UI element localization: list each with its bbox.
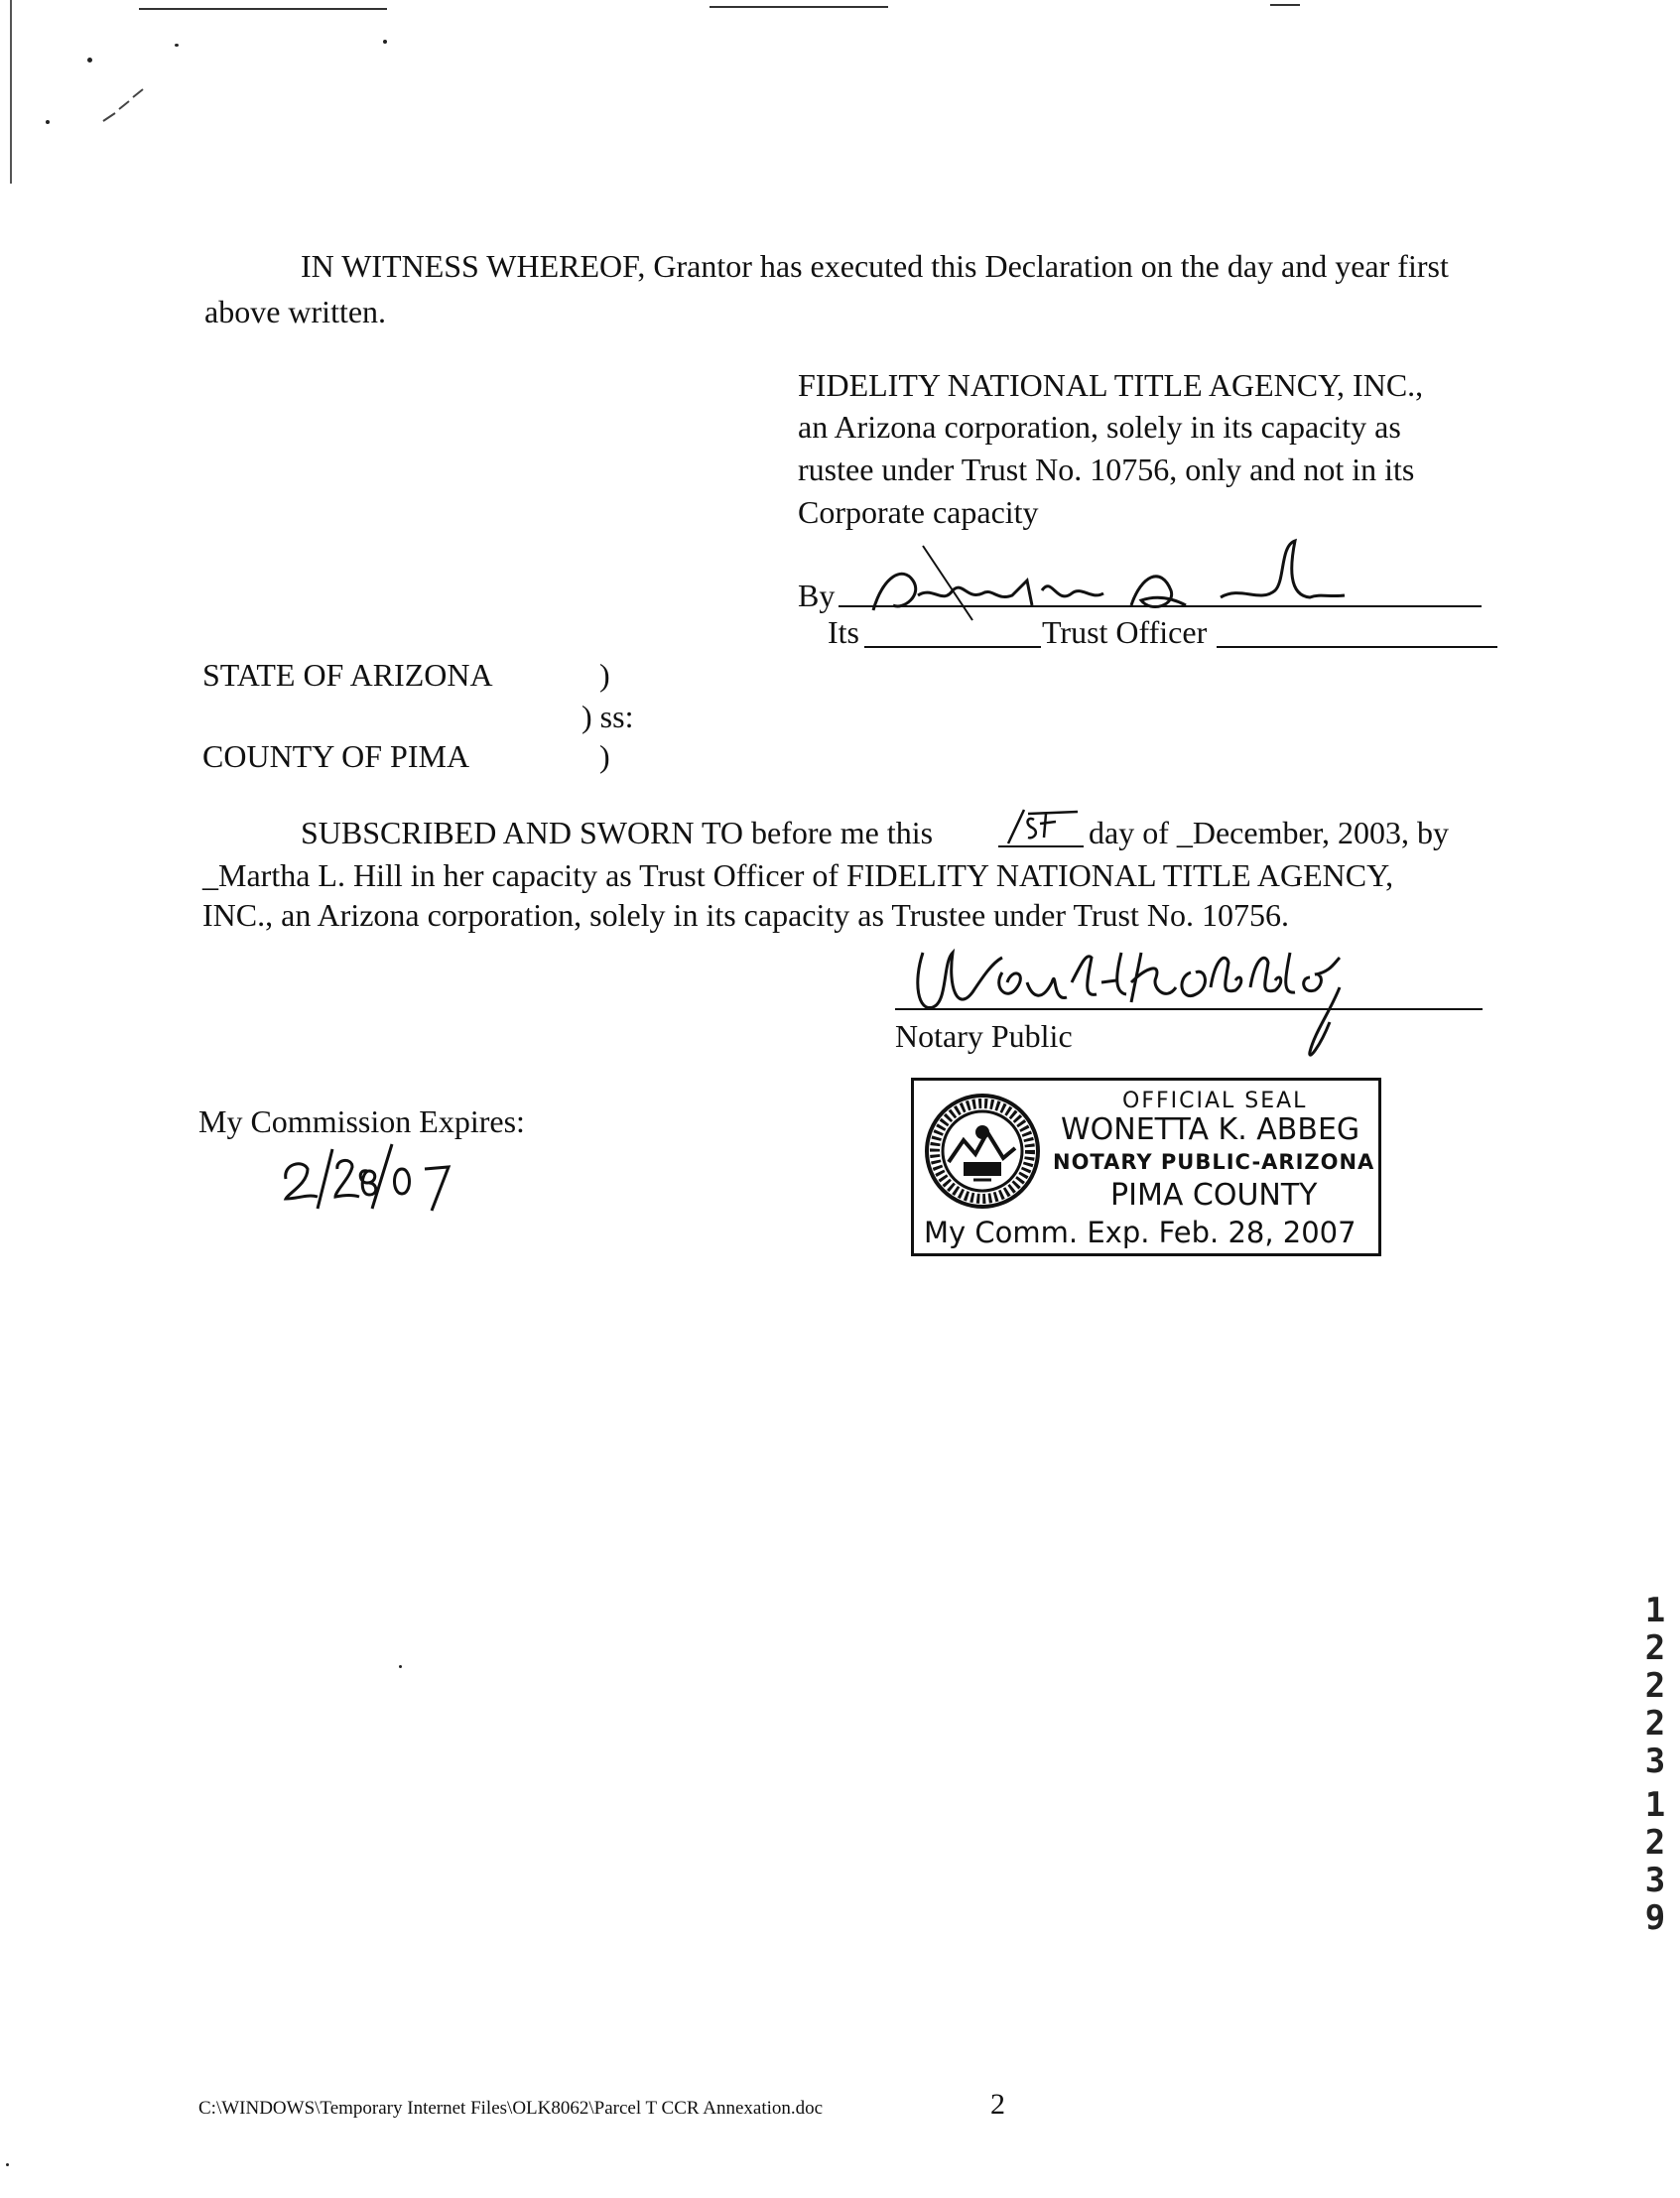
seal-notary-name: WONETTA K. ABBEG xyxy=(1061,1112,1360,1147)
witness-line-2: above written. xyxy=(204,294,387,329)
page-number: 2 xyxy=(990,2088,1005,2121)
venue-paren-1: ) xyxy=(599,657,610,693)
scan-artifact-edge xyxy=(10,0,12,184)
notary-seal xyxy=(911,1078,1381,1256)
title-blank-line xyxy=(1217,646,1497,648)
scan-artifact-line xyxy=(1270,4,1300,6)
venue-paren-2: ) xyxy=(599,738,610,774)
scan-speck xyxy=(46,120,50,124)
scan-speck xyxy=(87,58,92,63)
venue-ss: ) ss: xyxy=(582,699,634,734)
scan-speck xyxy=(175,44,179,47)
notary-signature-line xyxy=(895,1008,1483,1010)
jurat-line-1a: SUBSCRIBED AND SWORN TO before me this xyxy=(301,815,934,850)
venue-state: STATE OF ARIZONA xyxy=(202,657,493,693)
signer-title: Trust Officer xyxy=(1042,614,1208,650)
scan-artifact-line xyxy=(139,8,387,10)
grantor-name: FIDELITY NATIONAL TITLE AGENCY, INC., xyxy=(798,367,1424,403)
grantor-line-3: rustee under Trust No. 10756, only and not in its xyxy=(798,452,1415,487)
footer-file-path: C:\WINDOWS\Temporary Internet Files\OLK8062\Parcel T CCR Annexation.doc xyxy=(198,2098,824,2119)
seal-county: PIMA COUNTY xyxy=(1110,1178,1318,1213)
seal-title: OFFICIAL SEAL xyxy=(1122,1089,1308,1113)
by-label: By xyxy=(798,578,836,613)
arizona-seal-emblem-icon xyxy=(924,1093,1041,1210)
seal-role: NOTARY PUBLIC-ARIZONA xyxy=(1053,1150,1375,1174)
notary-label: Notary Public xyxy=(895,1018,1073,1054)
scan-artifact-mark xyxy=(99,85,149,125)
jurat-line-3: INC., an Arizona corporation, solely in its capacity as Trustee under Trust No. 10756. xyxy=(202,897,1289,933)
commission-date-handwritten xyxy=(278,1139,476,1219)
witness-line-1: IN WITNESS WHEREOF, Grantor has executed this Declaration on the day and year first xyxy=(301,248,1449,284)
scan-speck xyxy=(6,2163,9,2166)
recording-number-block-2: 1 2 3 9 xyxy=(1644,1785,1666,1938)
recording-number-block-1: 1 2 2 2 3 xyxy=(1644,1591,1666,1781)
its-blank-line xyxy=(864,646,1041,648)
seal-expiry: My Comm. Exp. Feb. 28, 2007 xyxy=(924,1216,1357,1249)
jurat-line-1b: day of _December, 2003, by xyxy=(1089,815,1450,850)
venue-county: COUNTY OF PIMA xyxy=(202,738,470,774)
its-label: Its xyxy=(828,614,859,650)
scan-artifact-line xyxy=(710,6,888,8)
scan-speck xyxy=(383,40,387,44)
scan-speck xyxy=(399,1665,402,1668)
jurat-line-2: _Martha L. Hill in her capacity as Trust Officer of FIDELITY NATIONAL TITLE AGENCY, xyxy=(202,857,1394,893)
jurat-day-handwritten xyxy=(998,800,1088,847)
grantor-line-2: an Arizona corporation, solely in its capacity as xyxy=(798,409,1401,445)
grantor-line-4: Corporate capacity xyxy=(798,494,1039,530)
commission-label: My Commission Expires: xyxy=(198,1103,525,1139)
